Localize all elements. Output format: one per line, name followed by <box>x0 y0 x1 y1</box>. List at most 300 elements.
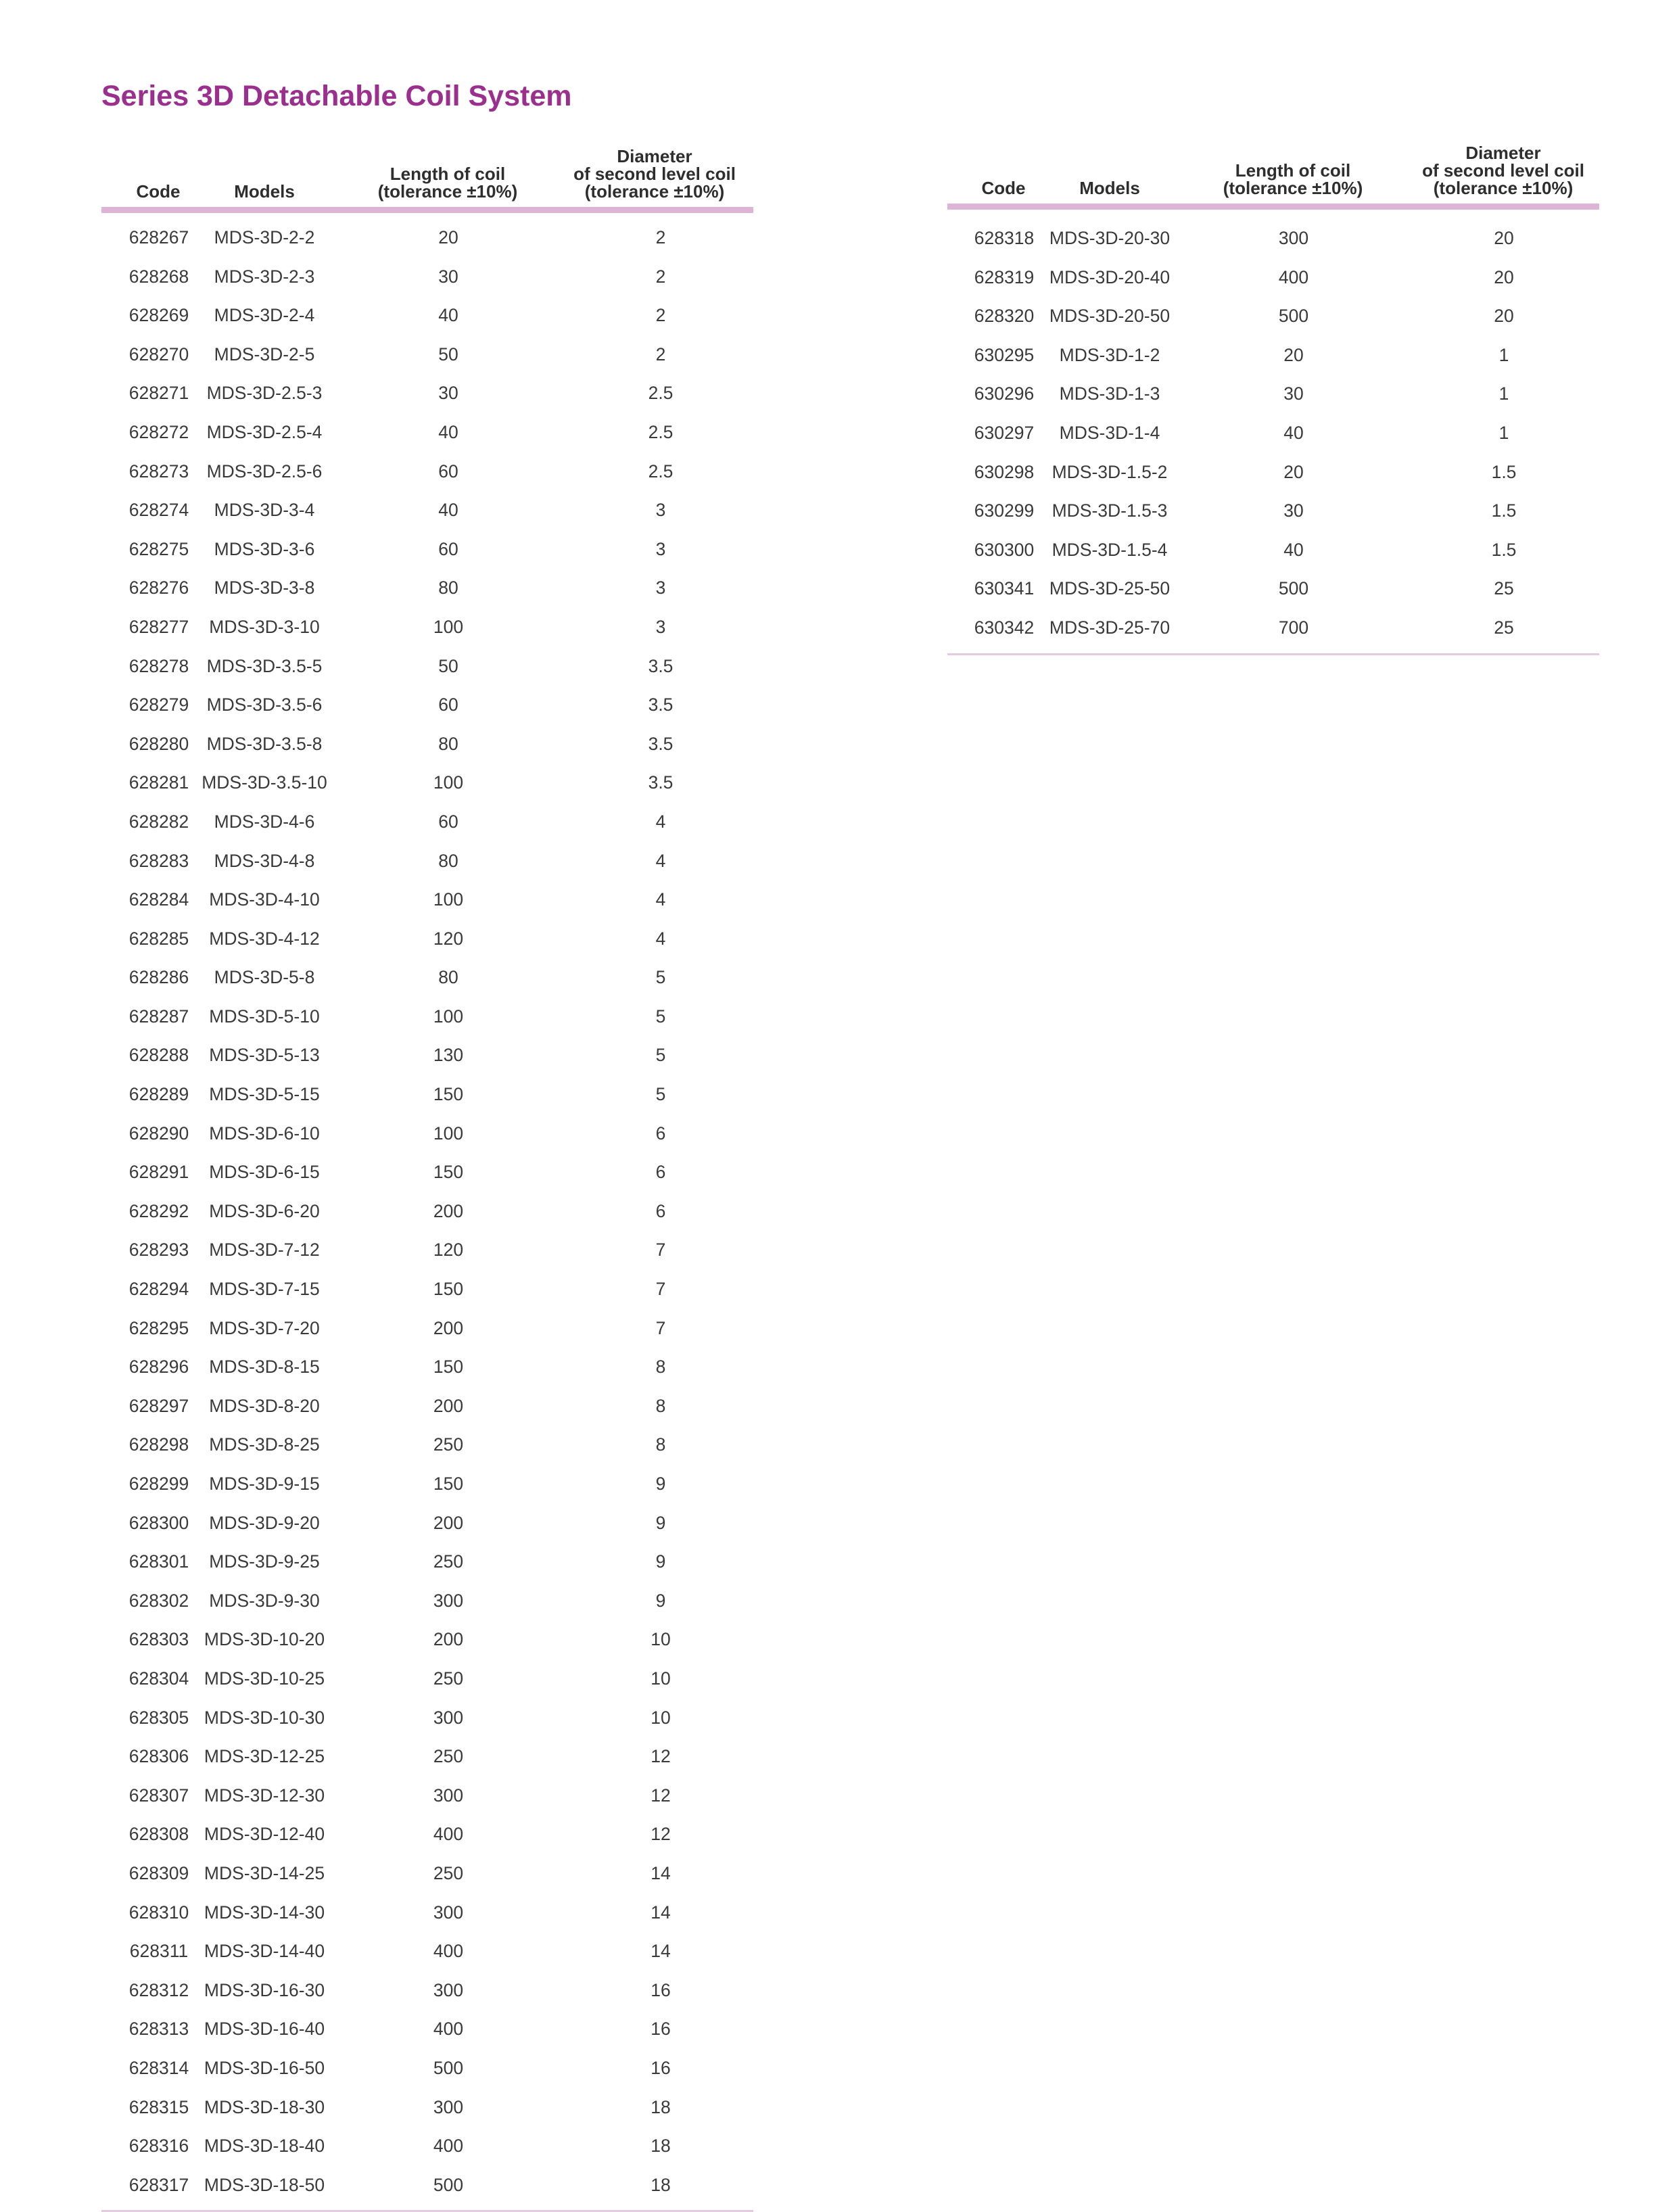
cell-code: 628289 <box>128 1084 189 1105</box>
cell-code: 628273 <box>128 461 189 481</box>
cell-length: 40 <box>1283 422 1304 443</box>
cell-diameter: 20 <box>1494 228 1514 248</box>
cell-code: 628300 <box>128 1512 189 1533</box>
cell-length: 20 <box>438 227 458 248</box>
cell-code: 628267 <box>128 227 189 248</box>
table-row <box>947 297 1599 336</box>
cell-model: MDS-3D-20-30 <box>1049 228 1171 248</box>
cell-code: 628303 <box>128 1629 189 1650</box>
cell-diameter: 1.5 <box>1491 539 1517 560</box>
cell-length: 250 <box>433 1746 464 1767</box>
cell-diameter: 25 <box>1494 578 1514 599</box>
cell-model: MDS-3D-1-3 <box>1059 383 1160 404</box>
header-diameter: Diameter of second level coil (tolerance ±10%) <box>573 146 736 202</box>
table-row <box>101 842 753 881</box>
cell-length: 40 <box>438 305 458 326</box>
cell-length: 300 <box>433 1902 464 1923</box>
table-row <box>101 958 753 997</box>
header-diameter: Diameter of second level coil (tolerance ±10%) <box>1422 143 1584 198</box>
table-row <box>101 1815 753 1854</box>
cell-code: 628268 <box>128 266 189 287</box>
table-row <box>101 569 753 608</box>
table-row <box>101 803 753 842</box>
cell-code: 628293 <box>128 1240 189 1261</box>
cell-length: 40 <box>438 421 458 442</box>
cell-model: MDS-3D-2.5-3 <box>206 383 323 404</box>
cell-diameter: 1 <box>1498 344 1509 365</box>
cell-model: MDS-3D-10-30 <box>204 1707 325 1728</box>
cell-code: 628280 <box>128 733 189 754</box>
cell-model: MDS-3D-2-3 <box>214 266 315 287</box>
cell-length: 20 <box>1283 461 1304 482</box>
cell-length: 300 <box>1278 228 1309 248</box>
cell-model: MDS-3D-2.5-6 <box>206 461 323 481</box>
cell-model: MDS-3D-7-12 <box>209 1240 320 1261</box>
table-row <box>101 1465 753 1504</box>
cell-model: MDS-3D-16-50 <box>204 2057 325 2078</box>
cell-model: MDS-3D-16-30 <box>204 1979 325 2000</box>
cell-code: 628284 <box>128 889 189 910</box>
cell-model: MDS-3D-9-15 <box>209 1474 320 1494</box>
cell-code: 628288 <box>128 1045 189 1066</box>
cell-model: MDS-3D-5-8 <box>214 967 315 988</box>
cell-model: MDS-3D-8-25 <box>209 1434 320 1455</box>
cell-length: 200 <box>433 1200 464 1221</box>
table-row <box>101 374 753 413</box>
cell-model: MDS-3D-2-2 <box>214 227 315 248</box>
cell-length: 700 <box>1278 617 1309 638</box>
cell-length: 60 <box>438 695 458 715</box>
cell-model: MDS-3D-9-20 <box>209 1512 320 1533</box>
cell-code: 628279 <box>128 695 189 715</box>
cell-diameter: 6 <box>655 1200 666 1221</box>
table-row <box>101 1387 753 1426</box>
cell-model: MDS-3D-10-25 <box>204 1668 325 1689</box>
cell-code: 628307 <box>128 1785 189 1806</box>
cell-code: 628272 <box>128 421 189 442</box>
cell-code: 628275 <box>128 538 189 559</box>
cell-diameter: 5 <box>655 1084 666 1105</box>
cell-diameter: 6 <box>655 1162 666 1183</box>
cell-diameter: 8 <box>655 1357 666 1378</box>
cell-model: MDS-3D-18-30 <box>204 2096 325 2117</box>
table-row <box>947 219 1599 258</box>
cell-model: MDS-3D-6-10 <box>209 1123 320 1144</box>
cell-length: 400 <box>1278 266 1309 287</box>
cell-length: 30 <box>438 383 458 404</box>
cell-code: 628309 <box>128 1862 189 1883</box>
cell-diameter: 1.5 <box>1491 461 1517 482</box>
header-code: Code <box>981 178 1026 198</box>
cell-model: MDS-3D-4-8 <box>214 850 315 871</box>
cell-code: 628313 <box>128 2019 189 2040</box>
cell-length: 40 <box>438 500 458 521</box>
cell-length: 60 <box>438 538 458 559</box>
cell-diameter: 16 <box>651 2057 671 2078</box>
cell-diameter: 2 <box>655 344 666 364</box>
cell-length: 250 <box>433 1434 464 1455</box>
cell-length: 500 <box>1278 306 1309 327</box>
cell-model: MDS-3D-14-40 <box>204 1941 325 1962</box>
cell-model: MDS-3D-6-15 <box>209 1162 320 1183</box>
cell-diameter: 1 <box>1498 422 1509 443</box>
cell-code: 628285 <box>128 928 189 949</box>
coil-table-right <box>947 140 1599 655</box>
cell-diameter: 18 <box>651 2096 671 2117</box>
cell-length: 500 <box>433 2174 464 2195</box>
cell-model: MDS-3D-1-2 <box>1059 344 1160 365</box>
cell-diameter: 4 <box>655 811 666 832</box>
cell-diameter: 3 <box>655 538 666 559</box>
cell-code: 628312 <box>128 1979 189 2000</box>
table-row <box>101 2088 753 2127</box>
cell-model: MDS-3D-3-8 <box>214 578 315 598</box>
cell-model: MDS-3D-1-4 <box>1059 422 1160 443</box>
cell-code: 628281 <box>128 772 189 793</box>
table-row <box>101 1153 753 1192</box>
table-row <box>101 1971 753 2010</box>
table-row <box>101 1893 753 1933</box>
table-row <box>101 1075 753 1114</box>
table-row <box>947 375 1599 414</box>
cell-model: MDS-3D-2-5 <box>214 344 315 364</box>
cell-length: 200 <box>433 1629 464 1650</box>
cell-model: MDS-3D-3-4 <box>214 500 315 521</box>
table-row <box>101 335 753 375</box>
table-row <box>101 997 753 1037</box>
cell-diameter: 3 <box>655 578 666 598</box>
table-row <box>101 608 753 647</box>
table-body <box>947 210 1599 648</box>
table-row <box>101 647 753 686</box>
table-row <box>101 1620 753 1660</box>
cell-diameter: 9 <box>655 1474 666 1494</box>
table-row <box>101 1582 753 1621</box>
cell-length: 100 <box>433 772 464 793</box>
cell-model: MDS-3D-2-4 <box>214 305 315 326</box>
cell-length: 60 <box>438 811 458 832</box>
cell-length: 250 <box>433 1551 464 1572</box>
cell-length: 400 <box>433 1824 464 1845</box>
cell-diameter: 5 <box>655 1006 666 1027</box>
table-row <box>101 1543 753 1582</box>
table-row <box>947 569 1599 609</box>
cell-model: MDS-3D-16-40 <box>204 2019 325 2040</box>
cell-model: MDS-3D-4-12 <box>209 928 320 949</box>
cell-diameter: 16 <box>651 2019 671 2040</box>
header-length: Length of coil (tolerance ±10%) <box>1223 160 1363 198</box>
cell-code: 628302 <box>128 1590 189 1611</box>
cell-code: 630300 <box>974 539 1035 560</box>
cell-code: 628296 <box>128 1357 189 1378</box>
cell-length: 300 <box>433 1707 464 1728</box>
cell-diameter: 9 <box>655 1551 666 1572</box>
cell-model: MDS-3D-20-40 <box>1049 266 1171 287</box>
cell-diameter: 14 <box>651 1902 671 1923</box>
cell-diameter: 7 <box>655 1317 666 1338</box>
cell-diameter: 3.5 <box>648 733 674 754</box>
table-row <box>947 492 1599 531</box>
header-models: Models <box>1079 178 1140 198</box>
cell-code: 628318 <box>974 228 1035 248</box>
table-row <box>101 491 753 530</box>
cell-code: 630295 <box>974 344 1035 365</box>
cell-code: 628316 <box>128 2136 189 2157</box>
cell-code: 628297 <box>128 1395 189 1416</box>
cell-model: MDS-3D-8-15 <box>209 1357 320 1378</box>
cell-diameter: 2 <box>655 305 666 326</box>
table-row <box>101 2049 753 2088</box>
cell-diameter: 7 <box>655 1240 666 1261</box>
cell-diameter: 9 <box>655 1590 666 1611</box>
table-row <box>101 725 753 764</box>
cell-code: 628271 <box>128 383 189 404</box>
cell-model: MDS-3D-25-50 <box>1049 578 1171 599</box>
cell-length: 30 <box>1283 383 1304 404</box>
cell-model: MDS-3D-2.5-4 <box>206 421 323 442</box>
cell-code: 628306 <box>128 1746 189 1767</box>
cell-model: MDS-3D-4-10 <box>209 889 320 910</box>
table-row <box>101 1854 753 1893</box>
cell-model: MDS-3D-1.5-3 <box>1052 500 1168 521</box>
table-row <box>101 413 753 452</box>
cell-diameter: 3 <box>655 500 666 521</box>
cell-model: MDS-3D-7-15 <box>209 1279 320 1300</box>
cell-length: 100 <box>433 889 464 910</box>
cell-code: 628269 <box>128 305 189 326</box>
cell-diameter: 14 <box>651 1862 671 1883</box>
cell-diameter: 2.5 <box>648 461 674 481</box>
cell-length: 50 <box>438 344 458 364</box>
cell-code: 630298 <box>974 461 1035 482</box>
table-row <box>101 1192 753 1231</box>
cell-model: MDS-3D-12-25 <box>204 1746 325 1767</box>
cell-length: 120 <box>433 1240 464 1261</box>
table-body <box>101 213 753 2205</box>
table-row <box>947 531 1599 570</box>
cell-code: 628319 <box>974 266 1035 287</box>
table-row <box>947 609 1599 648</box>
table-row <box>101 452 753 492</box>
cell-code: 628311 <box>129 1941 189 1962</box>
cell-length: 300 <box>433 1979 464 2000</box>
cell-model: MDS-3D-5-15 <box>209 1084 320 1105</box>
table-row <box>947 414 1599 453</box>
header-code: Code <box>136 181 181 202</box>
cell-diameter: 20 <box>1494 306 1514 327</box>
cell-model: MDS-3D-18-50 <box>204 2174 325 2195</box>
cell-diameter: 5 <box>655 1045 666 1066</box>
table-row <box>101 1699 753 1738</box>
cell-code: 628314 <box>128 2057 189 2078</box>
cell-diameter: 5 <box>655 967 666 988</box>
cell-length: 80 <box>438 733 458 754</box>
cell-code: 628290 <box>128 1123 189 1144</box>
cell-model: MDS-3D-5-13 <box>209 1045 320 1066</box>
cell-diameter: 10 <box>651 1629 671 1650</box>
cell-diameter: 3.5 <box>648 772 674 793</box>
cell-diameter: 1 <box>1498 383 1509 404</box>
cell-diameter: 2 <box>655 266 666 287</box>
cell-diameter: 2.5 <box>648 383 674 404</box>
table-row <box>101 880 753 920</box>
cell-model: MDS-3D-3-10 <box>209 616 320 637</box>
cell-model: MDS-3D-10-20 <box>204 1629 325 1650</box>
cell-model: MDS-3D-9-25 <box>209 1551 320 1572</box>
cell-model: MDS-3D-18-40 <box>204 2136 325 2157</box>
cell-length: 300 <box>433 2096 464 2117</box>
cell-length: 80 <box>438 578 458 598</box>
cell-model: MDS-3D-4-6 <box>214 811 315 832</box>
cell-length: 150 <box>433 1357 464 1378</box>
cell-code: 628274 <box>128 500 189 521</box>
table-row <box>101 1660 753 1699</box>
cell-length: 50 <box>438 655 458 676</box>
table-row <box>101 1036 753 1075</box>
cell-length: 200 <box>433 1395 464 1416</box>
cell-length: 100 <box>433 616 464 637</box>
cell-model: MDS-3D-7-20 <box>209 1317 320 1338</box>
table-row <box>101 1309 753 1348</box>
cell-code: 628308 <box>128 1824 189 1845</box>
header-rule <box>947 204 1599 210</box>
header-rule <box>101 207 753 213</box>
cell-length: 200 <box>433 1512 464 1533</box>
cell-model: MDS-3D-5-10 <box>209 1006 320 1027</box>
cell-code: 630341 <box>974 578 1035 599</box>
cell-diameter: 4 <box>655 928 666 949</box>
table-row <box>101 2127 753 2166</box>
table-row <box>101 1426 753 1465</box>
cell-diameter: 3.5 <box>648 695 674 715</box>
table-row <box>101 920 753 959</box>
cell-length: 20 <box>1283 344 1304 365</box>
table-row <box>947 336 1599 375</box>
cell-length: 250 <box>433 1862 464 1883</box>
cell-code: 628317 <box>128 2174 189 2195</box>
cell-model: MDS-3D-8-20 <box>209 1395 320 1416</box>
cell-code: 628282 <box>128 811 189 832</box>
cell-diameter: 4 <box>655 850 666 871</box>
cell-length: 150 <box>433 1162 464 1183</box>
table-row <box>947 453 1599 492</box>
cell-length: 60 <box>438 461 458 481</box>
table-row <box>101 218 753 258</box>
cell-code: 630297 <box>974 422 1035 443</box>
cell-code: 630299 <box>974 500 1035 521</box>
cell-model: MDS-3D-14-30 <box>204 1902 325 1923</box>
cell-model: MDS-3D-3.5-6 <box>206 695 323 715</box>
cell-diameter: 18 <box>651 2136 671 2157</box>
cell-model: MDS-3D-1.5-2 <box>1052 461 1168 482</box>
page-title: Series 3D Detachable Coil System <box>101 80 572 112</box>
table-row <box>101 1231 753 1270</box>
cell-code: 628299 <box>128 1474 189 1494</box>
table-row <box>101 258 753 297</box>
cell-code: 630296 <box>974 383 1035 404</box>
table-row <box>101 1776 753 1816</box>
cell-code: 628292 <box>128 1200 189 1221</box>
table-header <box>947 140 1599 204</box>
table-row <box>101 686 753 725</box>
cell-model: MDS-3D-9-30 <box>209 1590 320 1611</box>
cell-code: 628301 <box>128 1551 189 1572</box>
cell-length: 300 <box>433 1785 464 1806</box>
cell-code: 628305 <box>128 1707 189 1728</box>
cell-diameter: 12 <box>651 1785 671 1806</box>
cell-length: 250 <box>433 1668 464 1689</box>
table-row <box>101 1270 753 1309</box>
table-row <box>101 2010 753 2049</box>
cell-code: 628310 <box>128 1902 189 1923</box>
cell-code: 628270 <box>128 344 189 364</box>
cell-diameter: 20 <box>1494 266 1514 287</box>
cell-length: 80 <box>438 967 458 988</box>
cell-length: 200 <box>433 1317 464 1338</box>
cell-model: MDS-3D-3.5-10 <box>202 772 327 793</box>
cell-length: 80 <box>438 850 458 871</box>
cell-diameter: 2 <box>655 227 666 248</box>
cell-length: 500 <box>1278 578 1309 599</box>
cell-diameter: 10 <box>651 1707 671 1728</box>
cell-code: 628304 <box>128 1668 189 1689</box>
cell-diameter: 6 <box>655 1123 666 1144</box>
cell-code: 628278 <box>128 655 189 676</box>
cell-length: 30 <box>438 266 458 287</box>
cell-diameter: 1.5 <box>1491 500 1517 521</box>
table-row <box>101 1504 753 1543</box>
cell-diameter: 10 <box>651 1668 671 1689</box>
cell-length: 400 <box>433 1941 464 1962</box>
cell-model: MDS-3D-6-20 <box>209 1200 320 1221</box>
cell-length: 150 <box>433 1084 464 1105</box>
header-models: Models <box>234 181 295 202</box>
cell-diameter: 12 <box>651 1746 671 1767</box>
cell-diameter: 3.5 <box>648 655 674 676</box>
cell-code: 628286 <box>128 967 189 988</box>
cell-diameter: 2.5 <box>648 421 674 442</box>
cell-code: 628320 <box>974 306 1035 327</box>
cell-length: 150 <box>433 1474 464 1494</box>
cell-code: 628277 <box>128 616 189 637</box>
cell-model: MDS-3D-1.5-4 <box>1052 539 1168 560</box>
cell-diameter: 3 <box>655 616 666 637</box>
cell-code: 628294 <box>128 1279 189 1300</box>
cell-length: 400 <box>433 2019 464 2040</box>
cell-diameter: 16 <box>651 1979 671 2000</box>
cell-model: MDS-3D-14-25 <box>204 1862 325 1883</box>
cell-length: 30 <box>1283 500 1304 521</box>
cell-model: MDS-3D-20-50 <box>1049 306 1171 327</box>
cell-model: MDS-3D-3.5-5 <box>206 655 323 676</box>
cell-length: 300 <box>433 1590 464 1611</box>
table-row <box>101 1737 753 1776</box>
table-row <box>101 1114 753 1154</box>
cell-diameter: 25 <box>1494 617 1514 638</box>
table-row <box>101 763 753 803</box>
table-row <box>947 258 1599 298</box>
cell-code: 628298 <box>128 1434 189 1455</box>
cell-code: 628315 <box>128 2096 189 2117</box>
coil-table-left <box>101 143 753 2212</box>
cell-code: 628295 <box>128 1317 189 1338</box>
cell-model: MDS-3D-3.5-8 <box>206 733 323 754</box>
cell-diameter: 8 <box>655 1434 666 1455</box>
table-row <box>101 1932 753 1971</box>
cell-model: MDS-3D-25-70 <box>1049 617 1171 638</box>
table-header <box>101 143 753 207</box>
table-row <box>101 530 753 569</box>
